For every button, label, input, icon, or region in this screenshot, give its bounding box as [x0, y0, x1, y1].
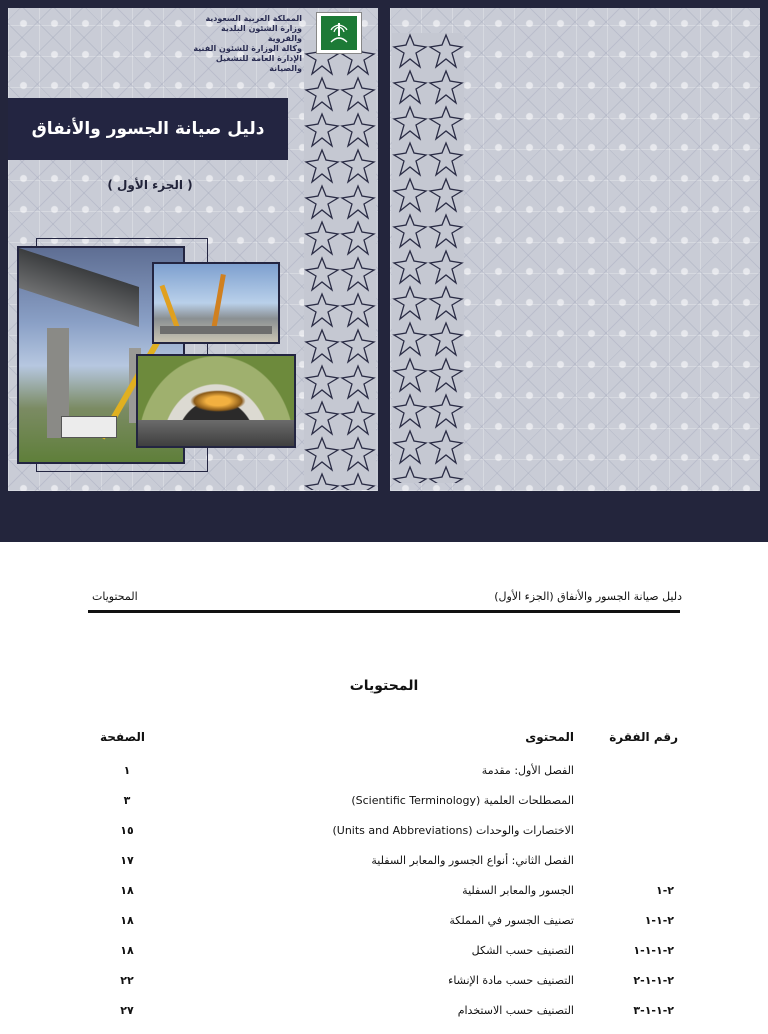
- cover-title-band: [8, 98, 288, 160]
- toc-entry-text: الاختصارات والوحدات (Units and Abbreviations): [332, 824, 574, 837]
- crane-barge-photo: [152, 262, 280, 344]
- cover-title: دليل صيانة الجسور والأنفاق: [31, 119, 265, 139]
- toc-para-number: ٢-١-١-٣: [633, 1004, 674, 1017]
- contents-page: [0, 542, 768, 1024]
- toc-row[interactable]: [0, 824, 768, 854]
- toc-row[interactable]: [0, 884, 768, 914]
- toc-para-number: ٢-١-١-١: [633, 944, 674, 957]
- tunnel-photo: [136, 354, 296, 448]
- org-line: وكالة الوزارة للشئون الفنية: [193, 44, 302, 53]
- toc-entry-text: التصنيف حسب مادة الإنشاء: [448, 974, 574, 987]
- toc-page-number: ١٨: [120, 944, 134, 957]
- toc-entry-text: الفصل الثاني: أنواع الجسور والمعابر السفلية: [371, 854, 574, 867]
- running-header-section: المحتويات: [92, 590, 138, 603]
- palm-swords-icon: [326, 20, 352, 46]
- header-rule: [88, 610, 680, 613]
- column-header-content: المحتوى: [525, 730, 574, 744]
- geometric-star-strip: [304, 40, 376, 490]
- toc-row[interactable]: [0, 944, 768, 974]
- toc-page-number: ١٨: [120, 884, 134, 897]
- toc-entry-text: الفصل الأول: مقدمة: [481, 764, 574, 777]
- geometric-star-strip-back: [392, 33, 464, 483]
- toc-page-number: ١: [123, 764, 131, 777]
- toc-para-number: ٢-١: [655, 884, 674, 897]
- column-header-para: رقم الفقرة: [609, 730, 678, 744]
- toc-page-number: ٣: [123, 794, 131, 807]
- toc-entry-text: التصنيف حسب الاستخدام: [457, 1004, 574, 1017]
- toc-para-number: ٢-١-١-٢: [633, 974, 674, 987]
- toc-row[interactable]: [0, 914, 768, 944]
- toc-row[interactable]: [0, 854, 768, 884]
- toc-entry-text: التصنيف حسب الشكل: [471, 944, 574, 957]
- toc-page-number: ٢٧: [120, 1004, 134, 1017]
- saudi-emblem-logo: [316, 12, 362, 54]
- toc-row[interactable]: [0, 794, 768, 824]
- toc-para-number: ٢-١-١: [644, 914, 674, 927]
- toc-page-number: ٢٢: [120, 974, 134, 987]
- contents-title: المحتويات: [349, 678, 419, 694]
- running-header-title: دليل صيانة الجسور والأنفاق (الجزء الأول): [494, 590, 682, 603]
- toc-entry-text: المصطلحات العلمية (Scientific Terminology): [351, 794, 574, 807]
- org-line: وزارة الشئون البلدية والقروية: [221, 24, 302, 43]
- org-line: المملكة العربية السعودية: [205, 14, 302, 23]
- toc-row[interactable]: [0, 764, 768, 794]
- toc-page-number: ١٨: [120, 914, 134, 927]
- toc-entry-text: تصنيف الجسور في المملكة: [449, 914, 574, 927]
- org-line: الإدارة العامة للتشغيل والصيانة: [215, 54, 302, 73]
- toc-row[interactable]: [0, 974, 768, 1004]
- toc-page-number: ١٧: [120, 854, 134, 867]
- toc-page-number: ١٥: [120, 824, 134, 837]
- organization-lines: [190, 14, 302, 74]
- column-header-page: الصفحة: [100, 730, 146, 744]
- toc-row[interactable]: [0, 1004, 768, 1034]
- cover-subtitle: ( الجزء الأول ): [107, 178, 193, 192]
- toc-entry-text: الجسور والمعابر السفلية: [462, 884, 574, 897]
